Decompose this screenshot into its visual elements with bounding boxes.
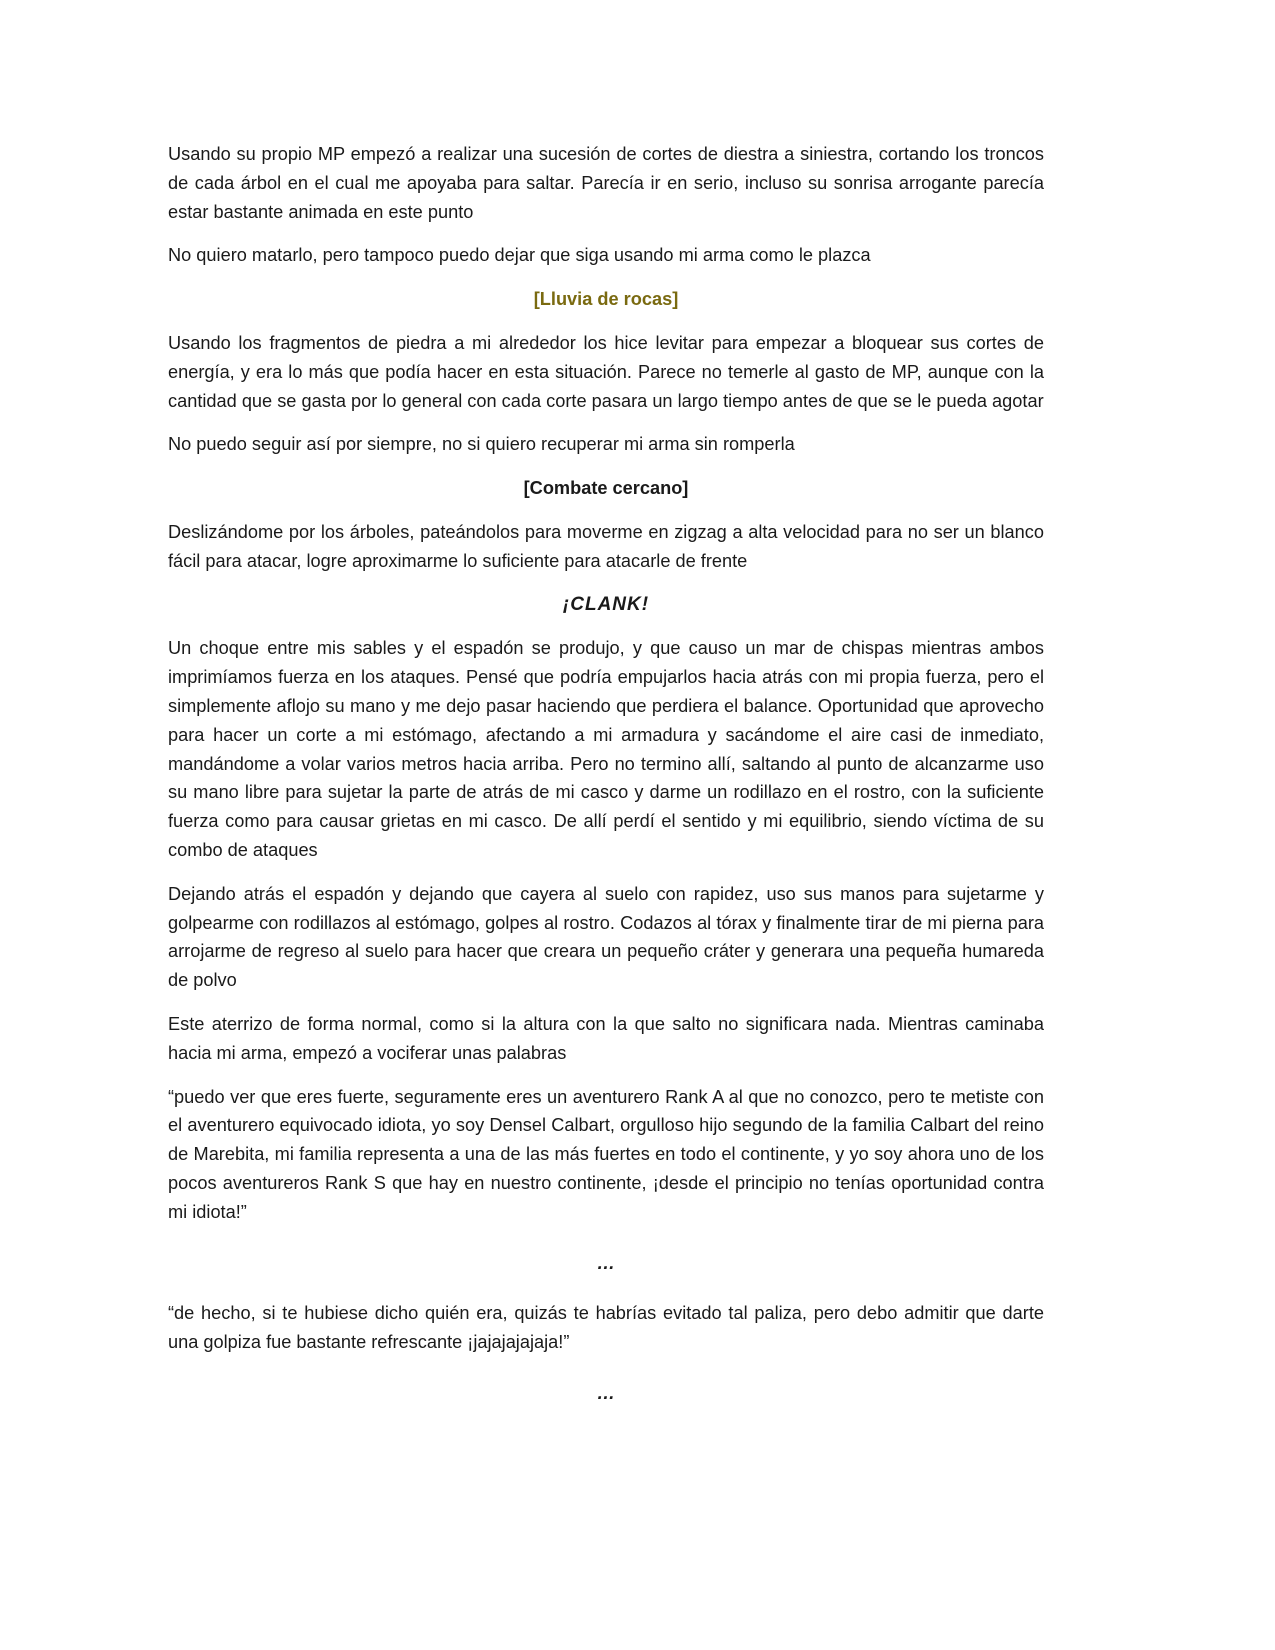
- paragraph: Deslizándome por los árboles, pateándolos para moverme en zigzag a alta velocidad para no ser un blanco fácil para atacar, logre aproximarme lo suficiente para atacarle de frente: [168, 521, 1044, 571]
- paragraph: No puedo seguir así por siempre, no si quiero recuperar mi arma sin romperla: [168, 434, 795, 455]
- paragraph: No quiero matarlo, pero tampoco puedo dejar que siga usando mi arma como le plazca: [168, 245, 871, 266]
- paragraph: Usando los fragmentos de piedra a mi alrededor los hice levitar para empezar a bloquear sus cortes de energía, y era lo más que podía hacer en esta situación. Parece no temerle al gasto de MP, aunque con la cantidad que se gasta por lo general con cada corte pasara un largo tiempo antes de que se le pueda agotar: [168, 332, 1044, 411]
- document-page: [168, 140, 1044, 1430]
- ellipsis-separator: …: [596, 1382, 616, 1403]
- paragraph: Dejando atrás el espadón y dejando que cayera al suelo con rapidez, uso sus manos para sujetarme y golpearme con rodillazos al estómago, golpes al rostro. Codazos al tórax y finalmente tirar de mi pierna para arrojarme de regreso al suelo para hacer que creara un pequeño cráter y generara una pequeña humareda de polvo: [168, 883, 1044, 991]
- dialogue-paragraph: “puedo ver que eres fuerte, seguramente eres un aventurero Rank A al que no conozco, pero te metiste con el aventurero equivocado idiota, yo soy Densel Calbart, orgulloso hijo segundo de la familia Calbart del reino de Marebita, mi familia representa a una de las más fuertes en todo el continente, y yo soy ahora uno de los pocos aventureros Rank S que hay en nuestro continente, ¡desde el principio no tenías oportunidad contra mi idiota!”: [168, 1086, 1044, 1222]
- paragraph: Este aterrizo de forma normal, como si la altura con la que salto no significara nada. Mientras caminaba hacia mi arma, empezó a vociferar unas palabras: [168, 1013, 1044, 1063]
- skill-heading-lluvia: [Lluvia de rocas]: [533, 289, 679, 310]
- paragraph: Usando su propio MP empezó a realizar una sucesión de cortes de diestra a siniestra, cortando los troncos de cada árbol en el cual me apoyaba para saltar. Parecía ir en serio, incluso su sonrisa arrogante parecía estar bastante animada en este punto: [168, 144, 1044, 222]
- paragraph: Un choque entre mis sables y el espadón se produjo, y que causo un mar de chispas mientras ambos imprimíamos fuerza en los ataques. Pensé que podría empujarlos hacia atrás con mi propia fuerza, pero el simplemente aflojo su mano y me dejo pasar haciendo que perdiera el balance. Oportunidad que aprovecho para hacer un corte a mi estómago, afectando a mi armadura y sacándome el aire casi de inmediato, mandándome a volar varios metros hacia arriba. Pero no termino allí, saltando al punto de alcanzarme uso su mano libre para sujetar la parte de atrás de mi casco y darme un rodillazo en el rostro, con la suficiente fuerza como para causar grietas en mi casco. De allí perdí el sentido y mi equilibrio, siendo víctima de su combo de ataques: [168, 638, 1044, 860]
- dialogue-paragraph: “de hecho, si te hubiese dicho quién era, quizás te habrías evitado tal paliza, pero debo admitir que darte una golpiza fue bastante refrescante ¡jajajajajaja!”: [168, 1303, 1044, 1353]
- skill-heading-combate: [Combate cercano]: [523, 478, 689, 499]
- ellipsis-separator: …: [596, 1252, 616, 1273]
- sound-effect: ¡CLANK!: [562, 593, 650, 615]
